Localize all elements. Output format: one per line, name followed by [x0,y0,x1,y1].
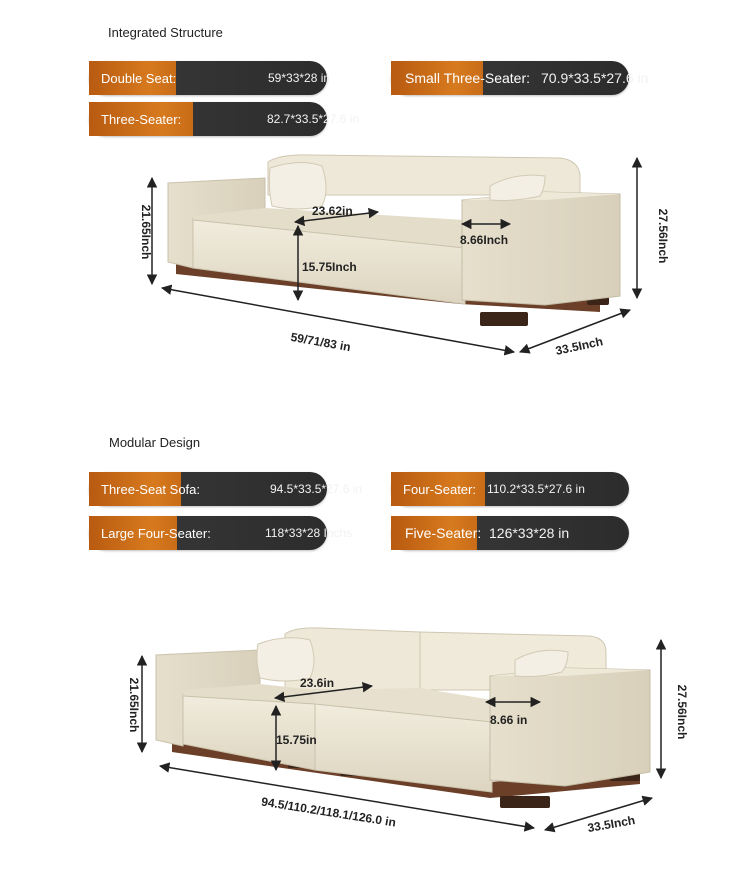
dim-depth: 33.5Inch [554,334,605,358]
pill-value: 94.5*33.5*27.6 in [270,482,363,496]
dim-left-height-2: 21.65Inch [127,677,141,733]
dim-seat-height: 15.75Inch [302,260,357,274]
dim-seat-depth-2: 23.6in [300,676,335,690]
dim-arm-width: 8.66Inch [460,233,509,247]
dim-right-height: 27.56Inch [656,208,670,264]
pill-value: 70.9*33.5*27.6 in [541,70,649,86]
pill-label: Three-Seater: [89,102,193,136]
pill-label: Small Three-Seater: [391,61,483,95]
dim-seat-height-2: 15.75in [276,733,317,747]
sofa-integrated [168,155,620,326]
dim-arm-width-2: 8.66 in [490,713,528,727]
pill-value: 59*33*28 in [268,71,331,85]
dim-left-height: 21.65Inch [139,204,153,260]
pill-label: Five-Seater: [391,516,477,550]
section-title-modular: Modular Design [109,435,201,450]
dim-length-2: 94.5/110.2/118.1/126.0 in [260,794,397,830]
pill-value: 82.7*33.5*27.6 in [267,112,360,126]
pill-label: Large Four-Seater: [89,516,177,550]
dim-depth-2: 33.5Inch [586,812,637,836]
sofa-modular [156,628,650,808]
pill-value: 118*33*28 Inchs [265,526,353,540]
pill-label: Four-Seater: [391,472,485,506]
pill-label: Three-Seat Sofa: [89,472,181,506]
dim-seat-depth: 23.62in [312,204,353,218]
dim-length: 59/71/83 in [289,329,352,355]
pill-value: 126*33*28 in [489,525,570,541]
section-title-integrated: Integrated Structure [108,25,223,40]
pill-label: Double Seat: [89,61,176,95]
dim-right-height-2: 27.56Inch [675,684,689,740]
pill-value: 110.2*33.5*27.6 in [487,482,585,496]
